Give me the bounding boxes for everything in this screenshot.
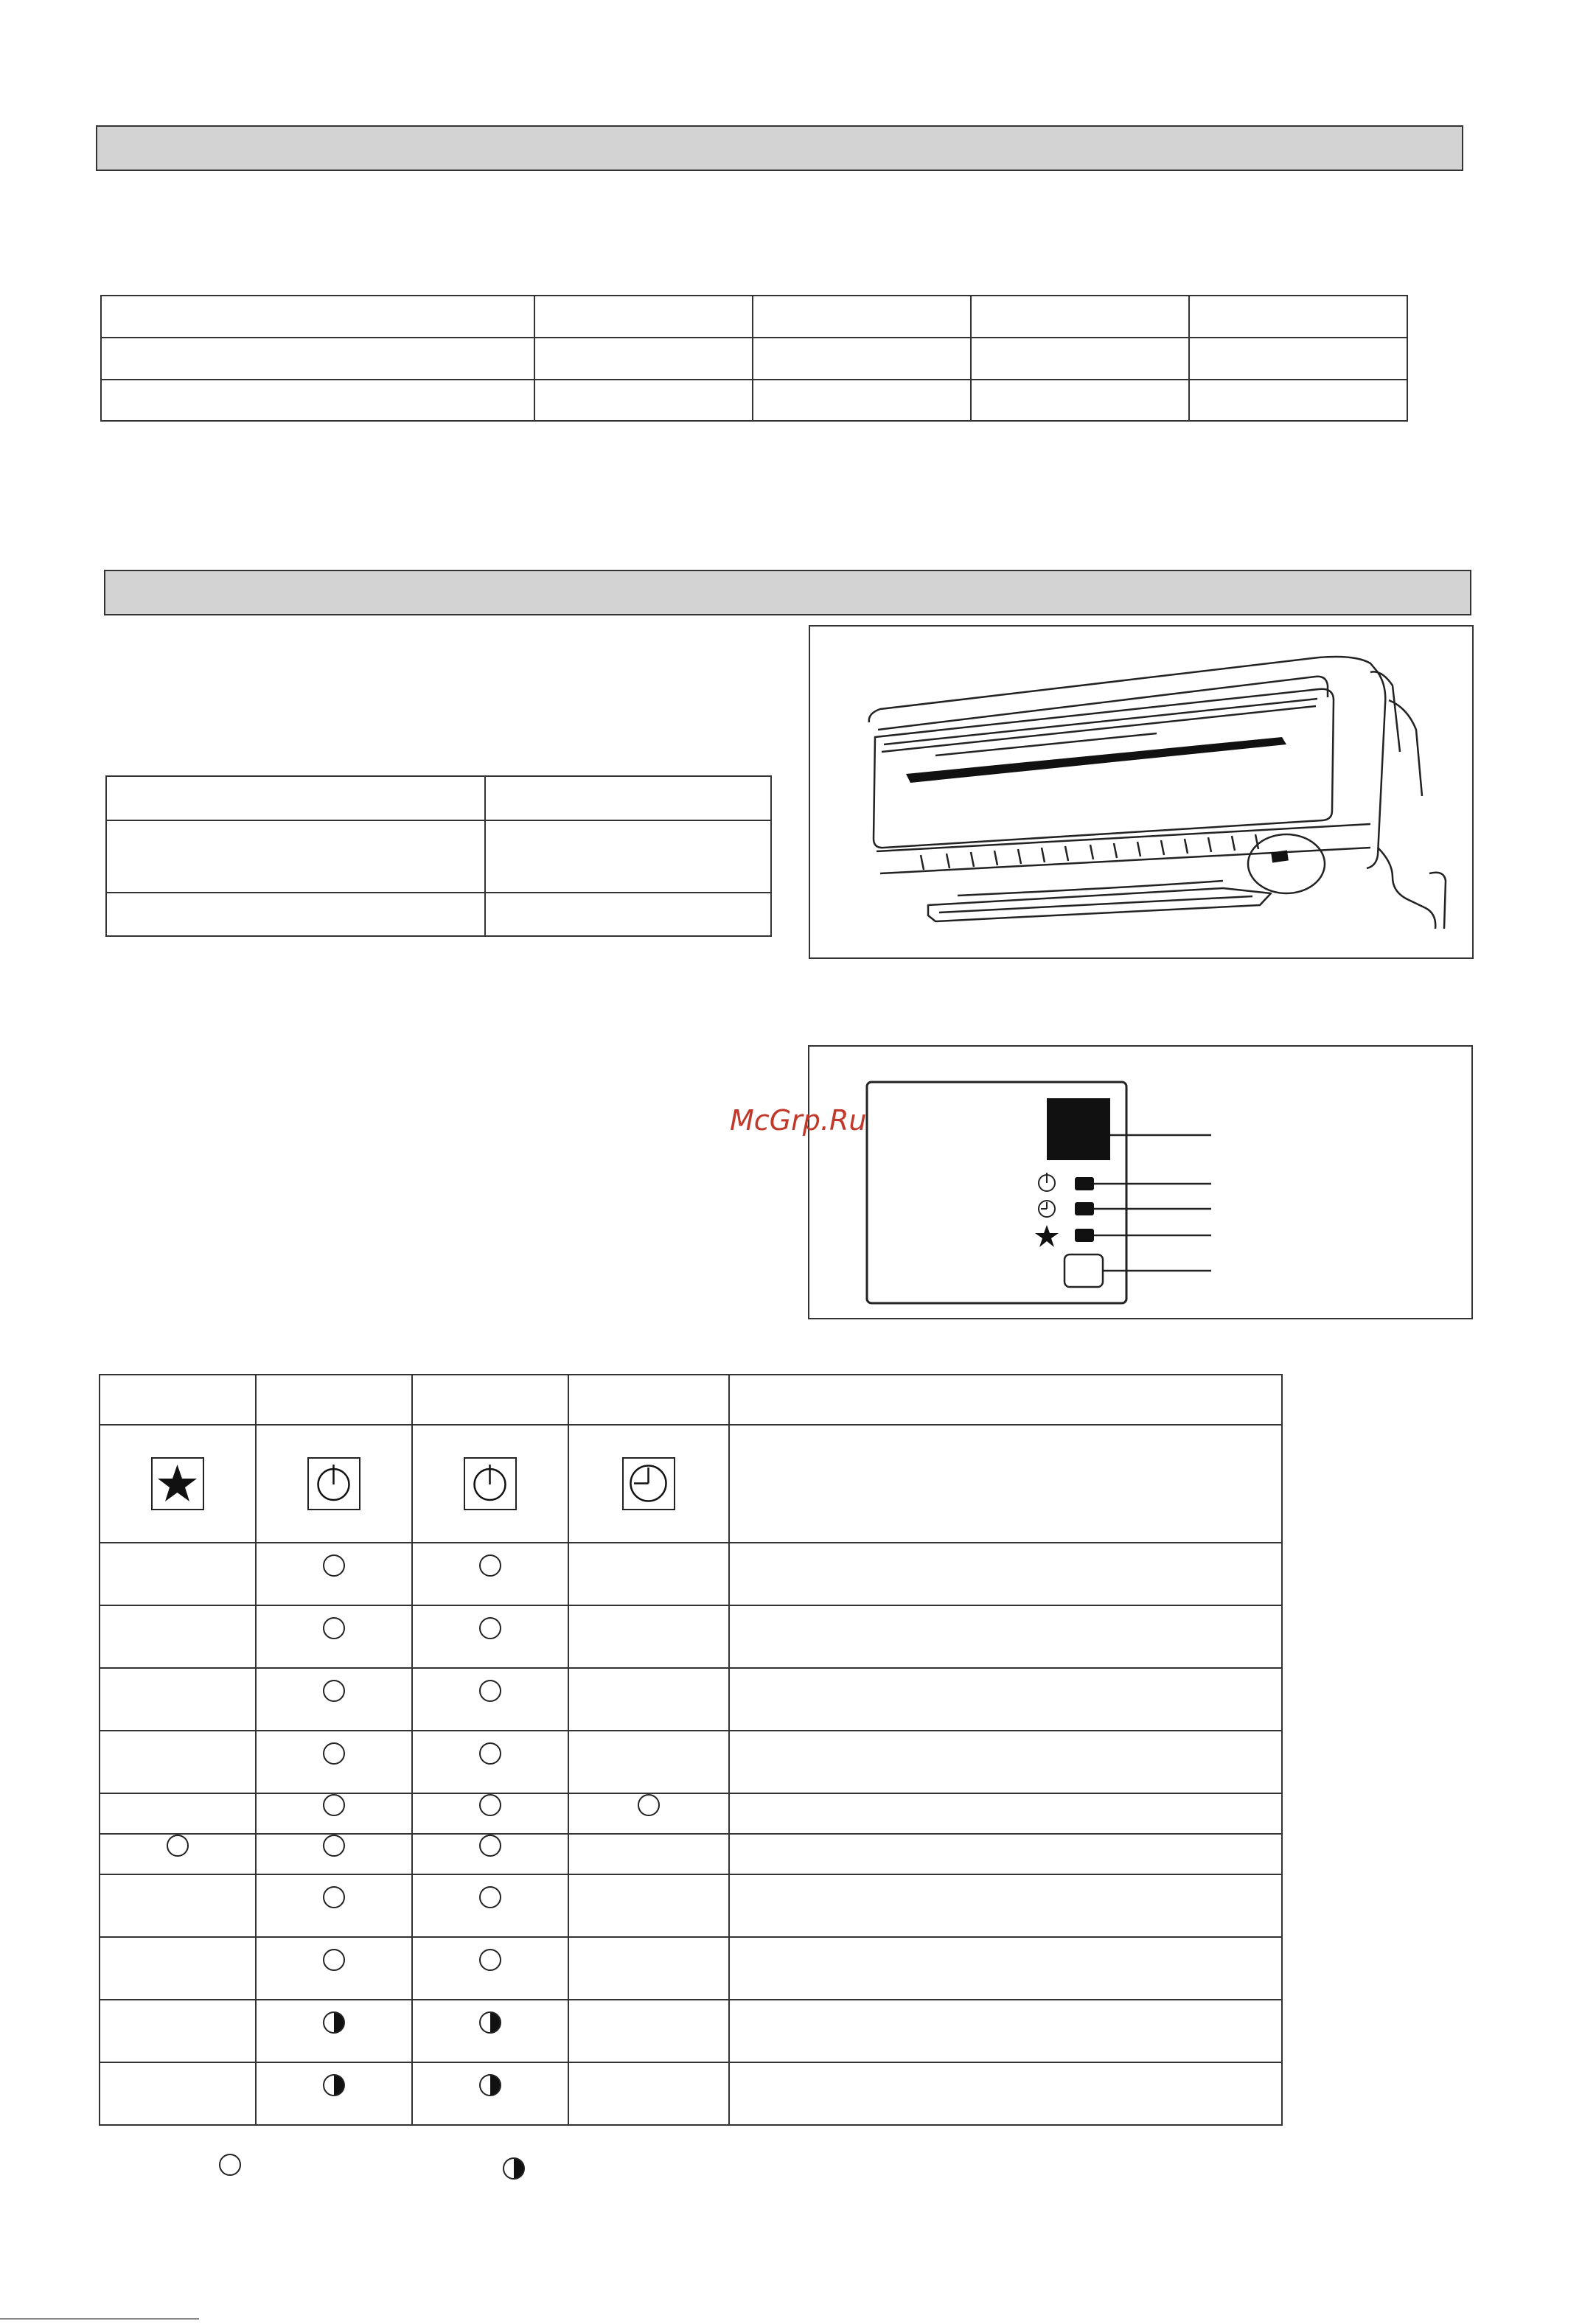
small-spec-table <box>105 775 772 937</box>
table-cell <box>106 893 485 936</box>
star-icon <box>1035 1225 1059 1247</box>
table-cell <box>256 1793 412 1834</box>
table-cell <box>568 1375 729 1425</box>
table-cell <box>100 1543 256 1605</box>
table-cell <box>568 1543 729 1605</box>
open-circle-icon <box>323 1835 345 1857</box>
table-cell <box>753 380 971 421</box>
table-cell <box>568 2000 729 2062</box>
table-cell <box>412 1874 568 1937</box>
table-row <box>100 1793 1282 1834</box>
open-circle-icon <box>479 1617 501 1639</box>
table-cell <box>568 1731 729 1793</box>
table-cell <box>412 1834 568 1874</box>
table-row <box>100 1668 1282 1731</box>
table-row <box>106 776 771 820</box>
table-cell <box>568 1874 729 1937</box>
table-cell <box>412 2062 568 2125</box>
open-circle-icon <box>323 1794 345 1816</box>
table-cell <box>101 338 534 380</box>
half-circle-icon <box>479 2074 501 2096</box>
timer-icon <box>1039 1201 1055 1217</box>
section-2-header-bar <box>104 570 1471 615</box>
indoor-unit-illustration <box>809 625 1474 959</box>
half-circle-icon <box>503 2157 525 2180</box>
table-cell <box>568 1668 729 1731</box>
panel-drawing <box>809 1047 1471 1318</box>
open-circle-icon <box>479 1949 501 1971</box>
half-circle-icon <box>479 2011 501 2034</box>
indicator-status-table <box>99 1374 1283 2126</box>
table-row <box>100 1605 1282 1668</box>
table-cell <box>729 1543 1282 1605</box>
table-cell <box>412 1605 568 1668</box>
table-cell <box>256 2000 412 2062</box>
open-circle-icon <box>479 1835 501 1857</box>
table-cell <box>971 380 1189 421</box>
table-row <box>106 893 771 936</box>
table-cell <box>256 1668 412 1731</box>
table-cell <box>729 1605 1282 1668</box>
table-cell <box>101 296 534 338</box>
half-circle-icon <box>323 2074 345 2096</box>
table-cell <box>100 1375 256 1425</box>
power-icon <box>1039 1173 1055 1191</box>
status-rows <box>100 1543 1282 2125</box>
table-row <box>100 1375 1282 1425</box>
table-cell <box>412 1375 568 1425</box>
table-row <box>106 820 771 893</box>
table-cell <box>1189 338 1407 380</box>
table-cell <box>100 1668 256 1731</box>
table-cell <box>568 2062 729 2125</box>
power-icon <box>307 1457 360 1510</box>
open-circle-icon <box>479 1554 501 1577</box>
table-cell <box>1189 296 1407 338</box>
star-icon <box>151 1457 204 1510</box>
table-row <box>100 1874 1282 1937</box>
table-cell <box>256 1731 412 1793</box>
table-cell <box>1189 380 1407 421</box>
table-row <box>101 380 1407 421</box>
table-cell <box>753 296 971 338</box>
table-cell <box>729 1668 1282 1731</box>
open-circle-icon <box>479 1794 501 1816</box>
header-cell-star <box>100 1425 256 1543</box>
table-cell <box>256 1937 412 2000</box>
signal-receiver <box>1064 1255 1103 1287</box>
display-window <box>1047 1098 1110 1160</box>
section-1-header-bar <box>96 125 1463 171</box>
half-circle-icon <box>323 2011 345 2034</box>
open-circle-icon <box>323 1742 345 1765</box>
table-cell <box>256 1834 412 1874</box>
table-cell <box>485 893 771 936</box>
table-cell <box>101 380 534 421</box>
header-cell-power-1 <box>256 1425 412 1543</box>
spec-table <box>100 295 1408 422</box>
table-cell <box>729 1425 1282 1543</box>
open-circle-icon <box>219 2154 241 2176</box>
open-circle-icon <box>323 1554 345 1577</box>
table-cell <box>256 2062 412 2125</box>
open-circle-icon <box>323 1680 345 1702</box>
table-row <box>100 2000 1282 2062</box>
table-cell <box>100 2062 256 2125</box>
table-cell <box>534 296 753 338</box>
open-circle-icon <box>479 1680 501 1702</box>
table-cell <box>534 380 753 421</box>
table-row <box>100 1731 1282 1793</box>
table-cell <box>412 1793 568 1834</box>
header-cell-timer <box>568 1425 729 1543</box>
table-cell <box>100 1731 256 1793</box>
table-cell <box>106 776 485 820</box>
table-cell <box>534 338 753 380</box>
table-row <box>100 2062 1282 2125</box>
footer-rule <box>0 2318 199 2320</box>
table-cell <box>729 1731 1282 1793</box>
table-cell <box>568 1937 729 2000</box>
table-cell <box>729 2062 1282 2125</box>
power-icon <box>464 1457 517 1510</box>
table-cell <box>485 820 771 893</box>
table-cell <box>568 1605 729 1668</box>
table-cell <box>100 1874 256 1937</box>
open-circle-icon <box>167 1835 189 1857</box>
table-row <box>101 338 1407 380</box>
table-cell <box>971 338 1189 380</box>
table-cell <box>100 1605 256 1668</box>
open-circle-icon <box>323 1886 345 1908</box>
table-cell <box>106 820 485 893</box>
table-cell <box>256 1375 412 1425</box>
table-row <box>100 1937 1282 2000</box>
open-circle-icon <box>638 1794 660 1816</box>
open-circle-icon <box>323 1949 345 1971</box>
table-cell <box>568 1793 729 1834</box>
display-panel-diagram <box>808 1045 1473 1319</box>
table-cell <box>412 2000 568 2062</box>
table-cell <box>100 1937 256 2000</box>
open-circle-icon <box>479 1742 501 1765</box>
table-cell <box>729 1793 1282 1834</box>
table-cell <box>100 1793 256 1834</box>
header-cell-power-2 <box>412 1425 568 1543</box>
table-cell <box>412 1731 568 1793</box>
indicator-lamp-star <box>1075 1229 1094 1242</box>
table-cell <box>971 296 1189 338</box>
indicator-lamp-power <box>1075 1177 1094 1190</box>
indicator-lamp-timer <box>1075 1202 1094 1215</box>
table-cell <box>412 1668 568 1731</box>
table-cell <box>256 1874 412 1937</box>
open-circle-icon <box>323 1617 345 1639</box>
table-cell <box>100 2000 256 2062</box>
open-circle-icon <box>479 1886 501 1908</box>
table-cell <box>412 1543 568 1605</box>
table-cell <box>729 1834 1282 1874</box>
table-cell <box>256 1543 412 1605</box>
table-cell <box>729 1937 1282 2000</box>
legend-open-circle <box>219 2154 241 2176</box>
table-cell <box>412 1937 568 2000</box>
air-conditioner-drawing <box>810 627 1472 957</box>
table-cell <box>753 338 971 380</box>
table-row <box>100 1543 1282 1605</box>
table-cell <box>100 1834 256 1874</box>
table-row <box>100 1834 1282 1874</box>
table-cell <box>568 1834 729 1874</box>
watermark-text: McGrp.Ru <box>730 1104 867 1137</box>
table-cell <box>256 1605 412 1668</box>
table-header-icon-row <box>100 1425 1282 1543</box>
timer-icon <box>622 1457 675 1510</box>
table-cell <box>729 2000 1282 2062</box>
legend-half-circle <box>503 2157 525 2180</box>
table-cell <box>729 1874 1282 1937</box>
table-cell <box>729 1375 1282 1425</box>
table-cell <box>485 776 771 820</box>
table-row <box>101 296 1407 338</box>
